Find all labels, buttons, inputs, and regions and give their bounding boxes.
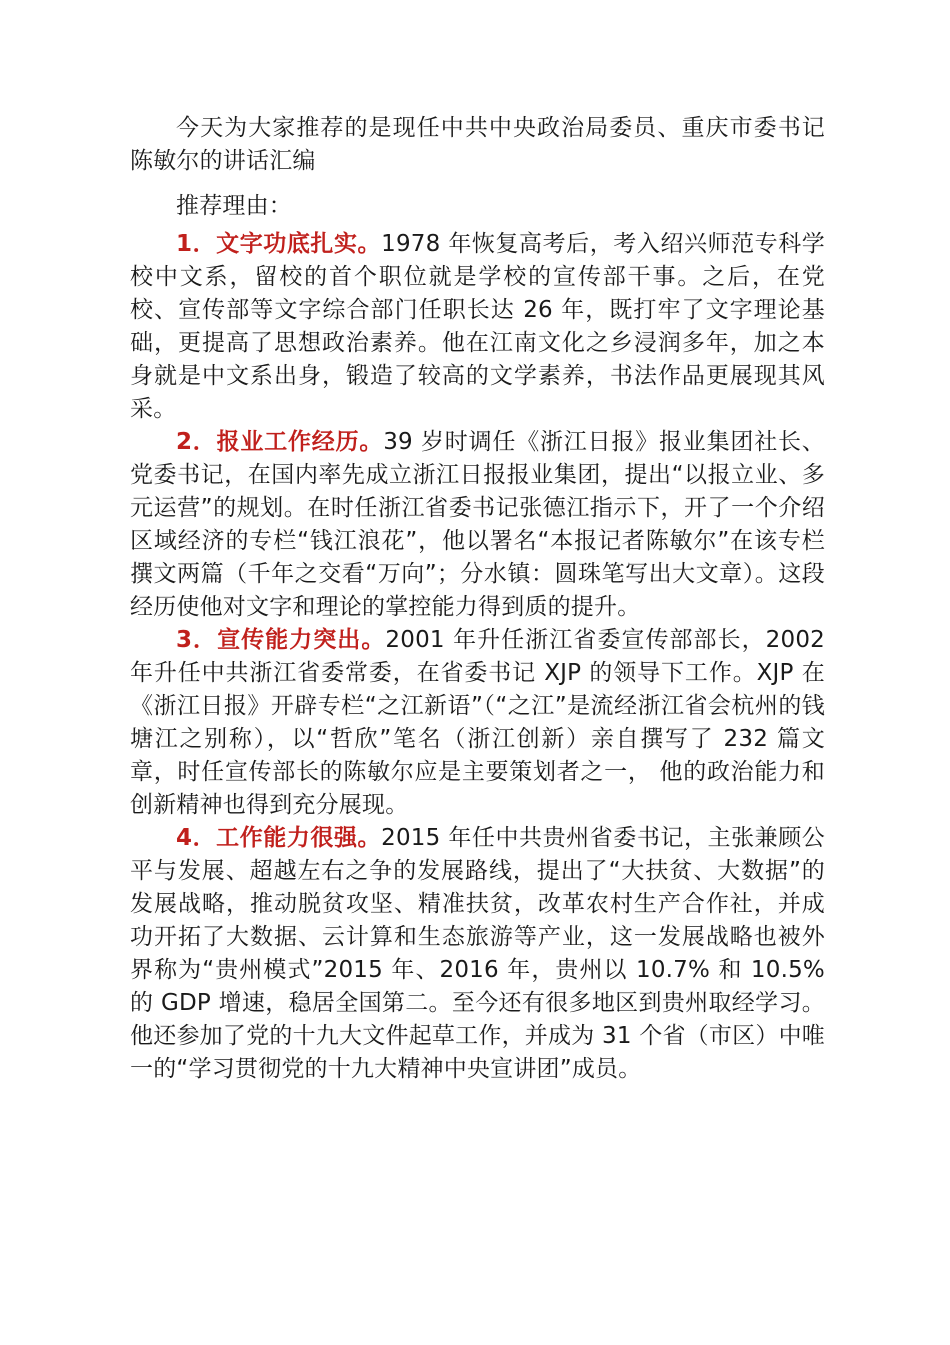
- reason-item-2: [130, 426, 825, 624]
- document-body: [130, 112, 825, 1086]
- reasons-label: 推荐理由：: [176, 193, 292, 219]
- reason-heading-3: 3．宣传能力突出。: [176, 627, 386, 653]
- intro-paragraph: 今天为大家推荐的是现任中共中央政治局委员、重庆市委书记陈敏尔的讲话汇编: [130, 115, 825, 174]
- reason-item-4: [130, 822, 825, 1086]
- reason-body-2: 39 岁时调任《浙江日报》报业集团社长、党委书记，在国内率先成立浙江日报报业集团，提出“以报立业、多元运营”的规划。在时任浙江省委书记张德江指示下，开了一个介绍区域经济的专栏“钱江浪花”，他以署名“本报记者陈敏尔”在该专栏撰文两篇（千年之交看“万向”；分水镇：圆珠笔写出大文章）。这段经历使他对文字和理论的掌控能力得到质的提升。: [130, 429, 826, 620]
- reason-heading-4: 4．工作能力很强。: [176, 825, 382, 851]
- reason-item-1: [130, 228, 825, 426]
- reason-body-1: 1978 年恢复高考后，考入绍兴师范专科学校中文系，留校的首个职位就是学校的宣传部干事。之后，在党校、宣传部等文字综合部门任职长达 26 年，既打牢了文字理论基础，更提高了思想政治素养。他在江南文化之乡浸润多年，加之本身就是中文系出身，锻造了较高的文学素养，书法作品更展现其风采。: [130, 231, 826, 422]
- reason-item-3: [130, 624, 825, 822]
- reason-heading-1: 1．文字功底扎实。: [176, 231, 382, 257]
- reason-body-3: 2001 年升任浙江省委宣传部部长，2002 年升任中共浙江省委常委，在省委书记 XJP 的领导下工作。XJP 在《浙江日报》开辟专栏“之江新语”（“之江”是流经浙江省会杭州的钱塘江之别称），以“哲欣”笔名（浙江创新）亲自撰写了 232 篇文章，时任宣传部长的陈敏尔应是主要策划者之一， 他的政治能力和创新精神也得到充分展现。: [130, 627, 825, 818]
- reason-body-4: 2015 年任中共贵州省委书记，主张兼顾公平与发展、超越左右之争的发展路线，提出了“大扶贫、大数据”的发展战略，推动脱贫攻坚、精准扶贫，改革农村生产合作社，并成功开拓了大数据、云计算和生态旅游等产业，这一发展战略也被外界称为“贵州模式”2015 年、2016 年，贵州以 10.7% 和 10.5%的 GDP 增速，稳居全国第二。至今还有很多地区到贵州取经学习。他还参加了党的十九大文件起草工作，并成为 31 个省（市区）中唯一的“学习贯彻党的十九大精神中央宣讲团”成员。: [130, 825, 826, 1082]
- reason-heading-2: 2．报业工作经历。: [176, 429, 384, 455]
